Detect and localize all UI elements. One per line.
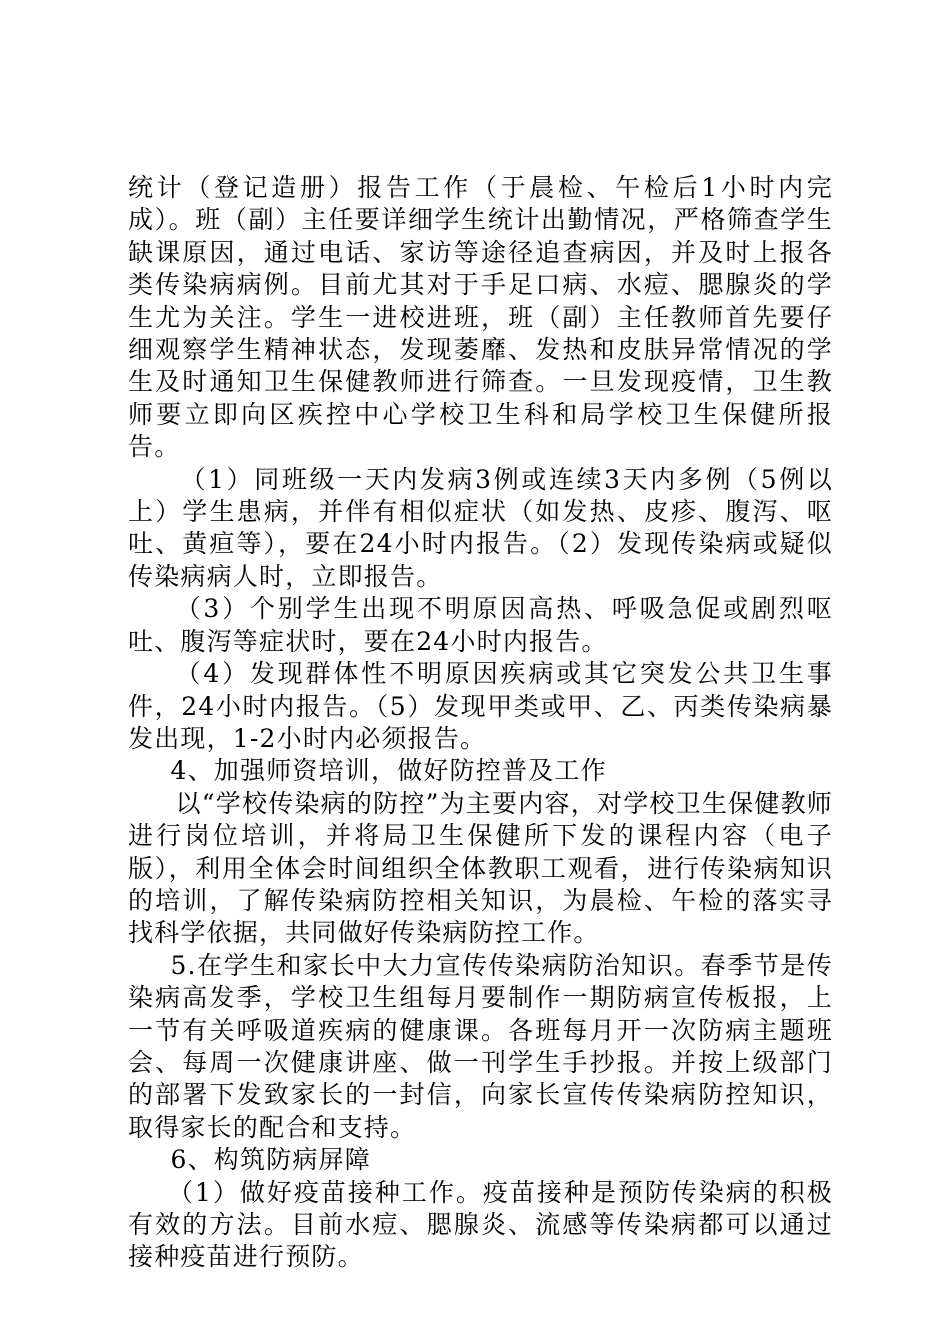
- paragraph-report-rule-4-5: （4）发现群体性不明原因疾病或其它突发公共卫生事件，24小时内报告。（5）发现甲类或甲、乙、丙类传染病暴发出现，1-2小时内必须报告。: [128, 659, 833, 753]
- section-heading-teacher-training: 4、加强师资培训，做好防控普及工作: [170, 756, 607, 786]
- paragraph-health-education: 5.在学生和家长中大力宣传传染病防治知识。春季节是传染病高发季，学校卫生组每月要制作一期防病宣传板报，上一节有关呼吸道疾病的健康课。各班每月开一次防病主题班会、每周一次健康讲座、做一刊学生手抄报。并按上级部门的部署下发致家长的一封信，向家长宣传传染病防控知识，取得家长的配合和支持。: [128, 950, 833, 1142]
- section-heading-prevention-barrier: 6、构筑防病屏障: [170, 1145, 372, 1175]
- document-body: [128, 172, 833, 1274]
- paragraph-report-rule-3: （3）个别学生出现不明原因高热、呼吸急促或剧烈呕吐、腹泻等症状时，要在24小时内报告。: [128, 594, 833, 656]
- paragraph-reporting-duties: 统计（登记造册）报告工作（于晨检、午检后1小时内完成）。班（副）主任要详细学生统计出勤情况，严格筛查学生缺课原因，通过电话、家访等途径追查病因，并及时上报各类传染病病例。目前尤其对于手足口病、水痘、腮腺炎的学生尤为关注。学生一进校进班，班（副）主任教师首先要仔细观察学生精神状态，发现萎靡、发热和皮肤异常情况的学生及时通知卫生保健教师进行筛查。一旦发现疫情，卫生教师要立即向区疾控中心学校卫生科和局学校卫生保健所报告。: [128, 173, 833, 462]
- paragraph-vaccination: （1）做好疫苗接种工作。疫苗接种是预防传染病的积极有效的方法。目前水痘、腮腺炎、流感等传染病都可以通过接种疫苗进行预防。: [128, 1177, 833, 1272]
- paragraph-teacher-training: 以“学校传染病的防控”为主要内容，对学校卫生保健教师进行岗位培训，并将局卫生保健所下发的课程内容（电子版），利用全体会时间组织全体教职工观看，进行传染病知识的培训，了解传染病防控相关知识，为晨检、午检的落实寻找科学依据，共同做好传染病防控工作。: [128, 788, 833, 948]
- paragraph-report-rule-1-2: （1）同班级一天内发病3例或连续3天内多例（5例以上）学生患病，并伴有相似症状（如发热、皮疹、腹泻、呕吐、黄疸等），要在24小时内报告。（2）发现传染病或疑似传染病病人时，立即报告。: [128, 464, 833, 591]
